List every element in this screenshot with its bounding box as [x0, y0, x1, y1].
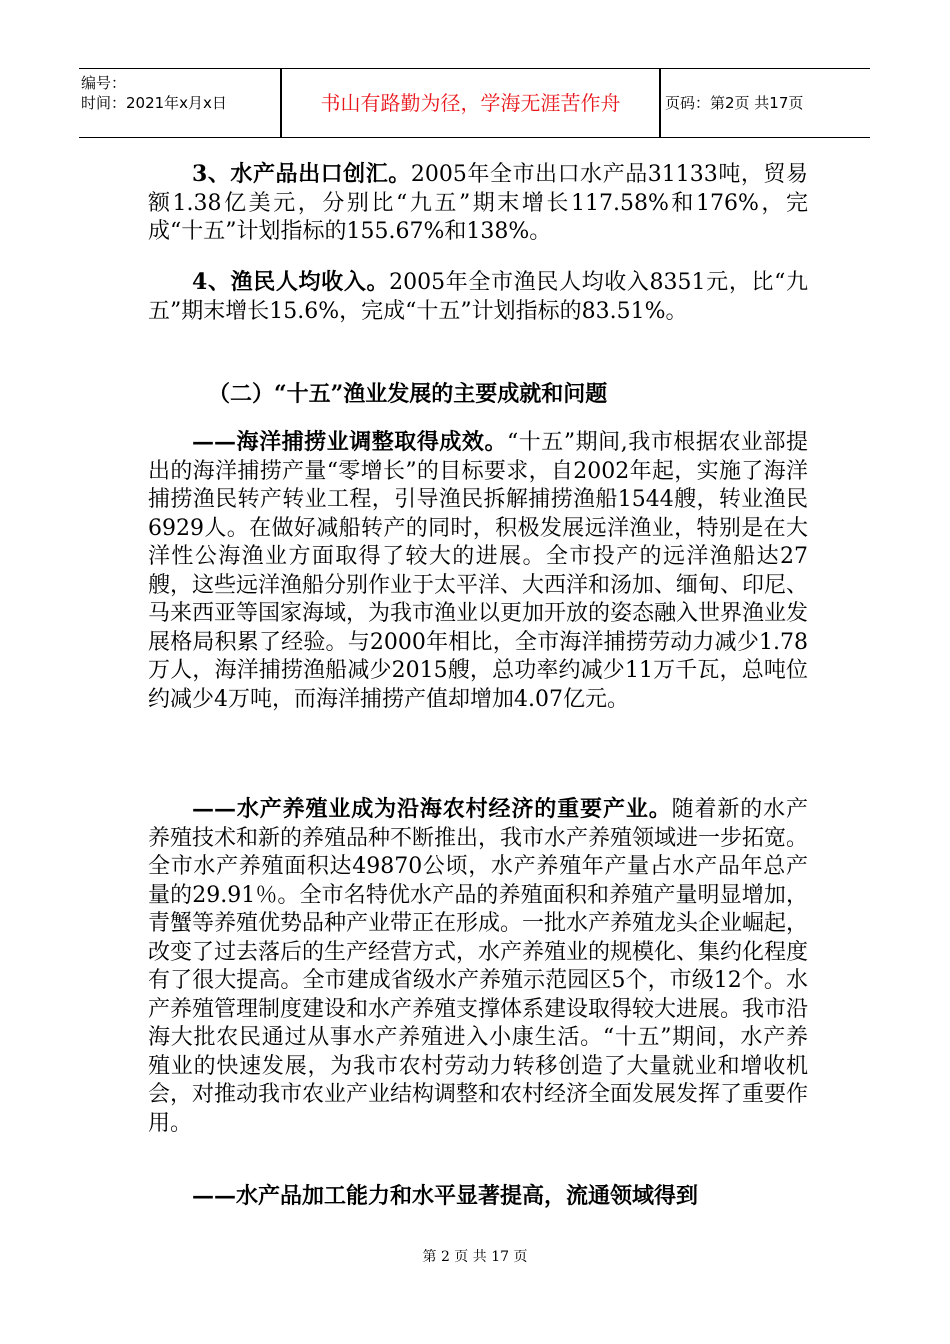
paragraph-text: 2005年全市出口水产品31133吨，贸易额1.38亿美元，分别比“九五”期末增长117.58%和176%，完成“十五”计划指标的155.67%和138%。: [148, 162, 808, 244]
page-footer: 第 2 页 共 17 页: [422, 1249, 528, 1265]
paragraph-lead: ——海洋捕捞业调整取得成效。: [192, 429, 507, 455]
paragraph-processing: [148, 1182, 808, 1212]
section-heading: （二）“十五”渔业发展的主要成就和问题: [208, 381, 608, 407]
paragraph-text: 随着新的水产养殖技术和新的养殖品种不断推出，我市水产养殖领域进一步拓宽。全市水产养殖面积达49870公顷，水产养殖年产量占水产品年总产量的29.91％。全市名特优水产品的养殖面积和养殖产量明显增加，青蟹等养殖优势品种产业带正在形成。一批水产养殖龙头企业崛起，改变了过去落后的生产经营方式，水产养殖业的规模化、集约化程度有了很大提高。全市建成省级水产养殖示范园区5个，市级12个。水产养殖管理制度建设和水产养殖支撑体系建设取得较大进展。我市沿海大批农民通过从事水产养殖进入小康生活。“十五”期间，水产养殖业的快速发展，为我市农村劳动力转移创造了大量就业和增收机会，对推动我市农业产业结构调整和农村经济全面发展发挥了重要作用。: [148, 797, 809, 1136]
header-divider: [659, 69, 661, 137]
number-label: 编号：: [81, 74, 127, 92]
paragraph-aquaculture: [148, 795, 808, 1138]
paragraph-lead: ——水产养殖业成为沿海农村经济的重要产业。: [192, 796, 672, 822]
header-page-label: 页码：第2页 共17页: [665, 94, 804, 112]
date-label: 时间：2021年x月x日: [81, 94, 227, 112]
header-motto: 书山有路勤为径，学海无涯苦作舟: [320, 91, 621, 115]
paragraph-lead: ——水产品加工能力和水平显著提高，流通领域得到: [192, 1183, 699, 1209]
paragraph-fishing: [148, 428, 808, 714]
header-meta: [79, 69, 280, 137]
paragraph-text: 2005年全市渔民人均收入8351元，比“九五”期末增长15.6%，完成“十五”计划指标的83.51%。: [148, 270, 808, 324]
paragraph-lead: 4、渔民人均收入。: [192, 269, 390, 295]
paragraph-text: “十五”期间,我市根据农业部提出的海洋捕捞产量“零增长”的目标要求，自2002年起，实施了海洋捕捞渔民转产转业工程，引导渔民拆解捕捞渔船1544艘，转业渔民6929人。在做好减船转产的同时，积极发展远洋渔业，特别是在大洋性公海渔业方面取得了较大的进展。全市投产的远洋渔船达27艘，这些远洋渔船分别作业于太平洋、大西洋和汤加、缅甸、印尼、马来西亚等国家海域，为我市渔业以更加开放的姿态融入世界渔业发展格局积累了经验。与2000年相比，全市海洋捕捞劳动力减少1.78万人，海洋捕捞渔船减少2015艘，总功率约减少11万千瓦，总吨位约减少4万吨，而海洋捕捞产值却增加4.07亿元。: [148, 430, 809, 712]
paragraph-export: [148, 160, 808, 247]
paragraph-lead: 3、水产品出口创汇。: [192, 161, 411, 187]
header-table: [79, 68, 870, 138]
paragraph-income: [148, 268, 808, 326]
